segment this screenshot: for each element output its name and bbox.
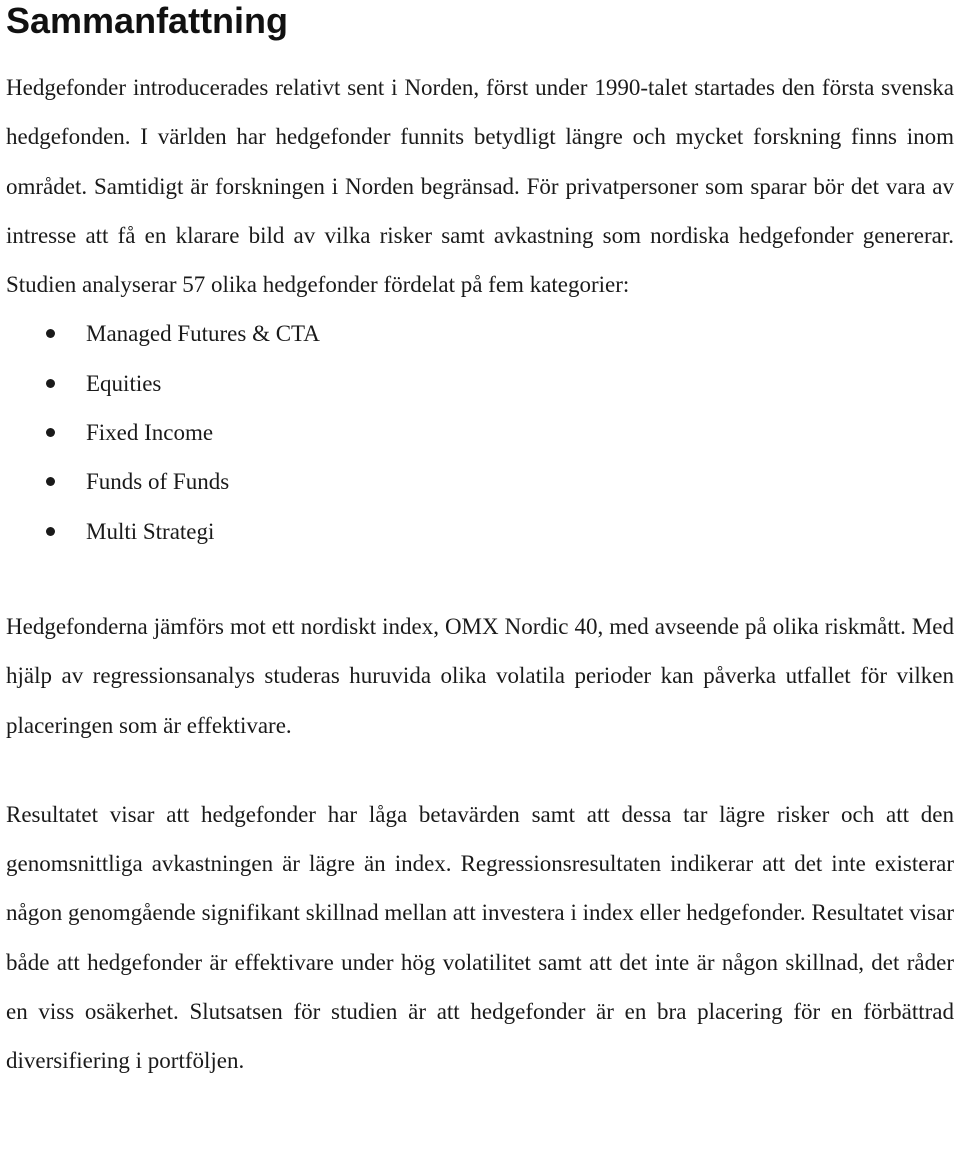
intro-paragraph: Hedgefonder introducerades relativt sent i Norden, först under 1990-talet startades den första svenska hedgefonden. I världen har hedgefonder funnits betydligt längre och mycket forskning finns inom området. Samtidigt är forskningen i Norden begränsad. För privatpersoner som sparar bör det vara av intresse att få en klarare bild av vilka risker samt avkastning som nordiska hedgefonder genererar. Studien analyserar 57 olika hedgefonder fördelat på fem kategorier: xyxy=(6,75,954,298)
list-item-label: Funds of Funds xyxy=(86,469,230,495)
bullet-icon xyxy=(46,379,55,388)
list-item-label: Fixed Income xyxy=(86,420,214,446)
list-item xyxy=(6,507,954,556)
list-item-label: Managed Futures & CTA xyxy=(86,321,320,347)
page-title: Sammanfattning xyxy=(6,0,289,41)
method-paragraph: Hedgefonderna jämförs mot ett nordiskt index, OMX Nordic 40, med avseende på olika riskmått. Med hjälp av regressionsanalys studeras huruvida olika volatila perioder kan påverka utfallet för vilken placeringen som är effektivare. xyxy=(6,613,954,738)
bullet-icon xyxy=(46,428,55,437)
list-item xyxy=(6,457,954,506)
bullet-icon xyxy=(46,527,55,536)
list-item xyxy=(6,359,954,408)
category-list xyxy=(6,309,954,555)
bullet-icon xyxy=(46,477,55,486)
list-item-label: Multi Strategi xyxy=(86,518,215,544)
list-item xyxy=(6,408,954,457)
list-item xyxy=(6,309,954,358)
bullet-icon xyxy=(46,329,55,338)
results-paragraph: Resultatet visar att hedgefonder har låga betavärden samt att dessa tar lägre risker och att den genomsnittliga avkastningen är lägre än index. Regressionsresultaten indikerar att det inte existerar någon genomgående signifikant skillnad mellan att investera i index eller hedgefonder. Resultatet visar både att hedgefonder är effektivare under hög volatilitet samt att det inte är någon skillnad, det råder en viss osäkerhet. Slutsatsen för studien är att hedgefonder är en bra placering för en förbättrad diversifiering i portföljen. xyxy=(6,801,954,1074)
list-item-label: Equities xyxy=(86,370,162,396)
